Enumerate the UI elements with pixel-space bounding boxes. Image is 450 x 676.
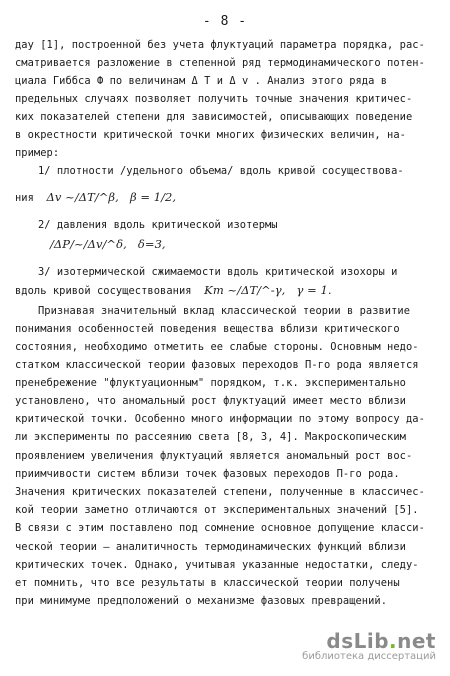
text-line [15,413,425,425]
line-text: ческой теории – аналитичность термодинамических функций вблизи [15,541,406,553]
line-text: 2/ давления вдоль критической изотермы [38,219,278,231]
line-text: циала Гиббса Ф по величинам Δ T и Δ v . Анализ этого ряда в [15,75,388,87]
line-text: понимания особенностей поведения вещества вблизи критического [15,323,400,335]
line-text: 1/ плотности /удельного объема/ вдоль кривой сосуществова- [38,165,404,177]
text-line [15,468,400,480]
line-text: ких показателей степени для зависимостей, описывающих поведение [15,111,413,123]
line-text: пример: [15,147,60,159]
text-line [15,111,412,123]
text-line [15,129,406,141]
text-line [15,595,387,607]
line-text: Признавая значительный вклад классической теории в развитие [38,305,411,317]
text-line [15,577,400,589]
line-text: В связи с этим поставлено под сомнение основное допущение класси- [15,522,425,534]
watermark-subtitle: библиотека диссертаций [302,651,436,662]
text-line [15,341,419,353]
text-line [15,541,406,553]
text-line [15,504,419,516]
text-line [15,57,425,69]
handwritten-formula: /ΔP/~/Δv/^δ, δ=3, [50,237,166,251]
line-text: предельных случаях позволяет получить точные значения критичес- [15,93,413,105]
line-text: проявлением увеличения флуктуаций является аномальный рост вос- [15,450,413,462]
text-line [15,486,425,498]
line-text: пренебрежение "флуктуационным" порядком, т.к. экспериментально [15,377,406,389]
handwritten-formula: Kт ~/ΔT/^-γ, γ = 1. [204,283,332,297]
watermark [302,629,436,662]
text-line [15,147,59,159]
text-line [15,323,400,335]
text-line [50,238,166,251]
text-line [15,450,412,462]
line-text: сматривается разложение в степенной ряд термодинамического потен- [15,57,425,69]
line-text: в окрестности критической точки многих физических величин, на- [15,129,406,141]
page-number: - 8 - [202,14,248,29]
text-line [15,359,419,371]
text-line [38,266,397,278]
watermark-logo-right: net [397,629,436,653]
line-text: Значения критических показателей степени, полученные в классичес- [15,486,425,498]
line-text: критических точек. Однако, учитывая указанные недостатки, следу- [15,559,419,571]
watermark-logo-left: dsLib [326,629,390,653]
handwritten-formula: Δv ~/ΔT/^β, β = 1/2, [46,190,177,204]
line-text: состояния, необходимо отметить ее слабые стороны. Основным недо- [15,341,419,353]
line-text: ния [15,192,47,204]
text-line [15,284,332,297]
line-text: ли эксперименты по рассеянию света [8, 3, 4]. Макроскопическим [15,431,406,443]
line-text: ет помнить, что все результаты в классической теории получены [15,577,400,589]
text-line [15,431,406,443]
line-text: приимчивости систем вблизи точек фазовых переходов П-го рода. [15,468,400,480]
line-text: 3/ изотермической сжимаемости вдоль критической изохоры и [38,266,398,278]
watermark-logo [302,629,436,653]
line-text: статком классической теории фазовых переходов П-го рода является [15,359,419,371]
line-text: критической точки. Особенно много информации по этому вопросу да- [15,413,425,425]
text-line [15,377,406,389]
line-text: вдоль кривой сосуществования [15,285,205,297]
text-line [15,522,425,534]
watermark-logo-dot: . [389,629,398,653]
text-line [15,395,406,407]
line-text: установлено, что аномальный рост флуктуаций имеет место вблизи [15,395,406,407]
text-line [38,305,410,317]
text-line [15,191,176,204]
line-text: кой теории заметно отличаются от экспериментальных значений [5]. [15,504,419,516]
text-line [15,75,387,87]
text-line [15,559,419,571]
text-line [15,93,412,105]
line-text: при минимуме предположений о механизме фазовых превращений. [15,595,388,607]
text-line [15,39,425,51]
text-line [38,165,404,177]
text-line [38,219,278,231]
line-text: дау [1], построенной без учета флуктуаций параметра порядка, рас- [15,39,425,51]
